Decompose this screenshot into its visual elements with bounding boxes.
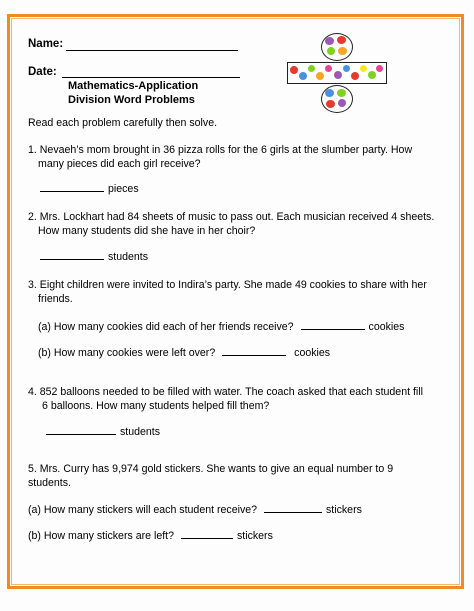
- answer-blank[interactable]: [40, 249, 104, 260]
- problem-2-answer: [40, 249, 148, 264]
- question-text: (b) How many stickers are left?: [28, 530, 175, 542]
- question-text: (a) How many cookies did each of her friends receive?: [38, 321, 294, 333]
- name-label: Name:: [28, 38, 64, 50]
- problem-5-part-a: [28, 502, 362, 517]
- date-line[interactable]: [62, 77, 240, 78]
- problem-3-line2: friends.: [38, 293, 73, 305]
- division-top-dot: [321, 33, 353, 61]
- problem-5-part-b: [28, 528, 273, 543]
- answer-unit: students: [120, 426, 161, 438]
- answer-unit: pieces: [108, 183, 139, 195]
- worksheet-title: Division Word Problems: [68, 94, 195, 106]
- question-text: (a) How many stickers will each student receive?: [28, 504, 258, 516]
- division-bar: [287, 62, 387, 84]
- answer-unit: cookies: [294, 347, 331, 359]
- division-bottom-dot: [321, 85, 353, 113]
- answer-blank[interactable]: [181, 528, 233, 539]
- problem-3-part-a: [38, 319, 404, 334]
- answer-blank[interactable]: [301, 319, 365, 330]
- problem-4-answer: [46, 424, 160, 439]
- answer-unit: cookies: [368, 321, 405, 333]
- problem-1-line2: many pieces did each girl receive?: [38, 158, 201, 170]
- problem-4-line2: 6 balloons. How many students helped fill them?: [42, 400, 270, 412]
- problem-2-line1: 2. Mrs. Lockhart had 84 sheets of music to pass out. Each musician received 4 sheets.: [28, 211, 435, 223]
- answer-blank[interactable]: [46, 424, 116, 435]
- question-text: (b) How many cookies were left over?: [38, 347, 216, 359]
- problem-1-answer: [40, 181, 139, 196]
- date-label: Date:: [28, 66, 57, 78]
- answer-unit: students: [108, 251, 149, 263]
- problem-3-part-b: [38, 345, 330, 360]
- problem-3-line1: 3. Eight children were invited to Indira’s party. She made 49 cookies to share with her: [28, 279, 427, 291]
- answer-unit: stickers: [325, 504, 362, 516]
- worksheet-subject: Mathematics-Application: [68, 80, 199, 92]
- answer-blank[interactable]: [222, 345, 286, 356]
- answer-blank[interactable]: [40, 181, 104, 192]
- problem-4-line1: 4. 852 balloons needed to be filled with water. The coach asked that each student fill: [28, 386, 423, 398]
- problem-1-line1: 1. Nevaeh’s mom brought in 36 pizza rolls for the 6 girls at the slumber party. How: [28, 144, 413, 156]
- name-line[interactable]: [66, 50, 238, 51]
- answer-unit: stickers: [236, 530, 273, 542]
- problem-5-line1: 5. Mrs. Curry has 9,974 gold stickers. She wants to give an equal number to 9: [28, 463, 394, 475]
- problem-2-line2: How many students did she have in her choir?: [38, 225, 256, 237]
- answer-blank[interactable]: [264, 502, 322, 513]
- problem-5-line2: students.: [28, 477, 71, 489]
- instructions: Read each problem carefully then solve.: [28, 117, 218, 129]
